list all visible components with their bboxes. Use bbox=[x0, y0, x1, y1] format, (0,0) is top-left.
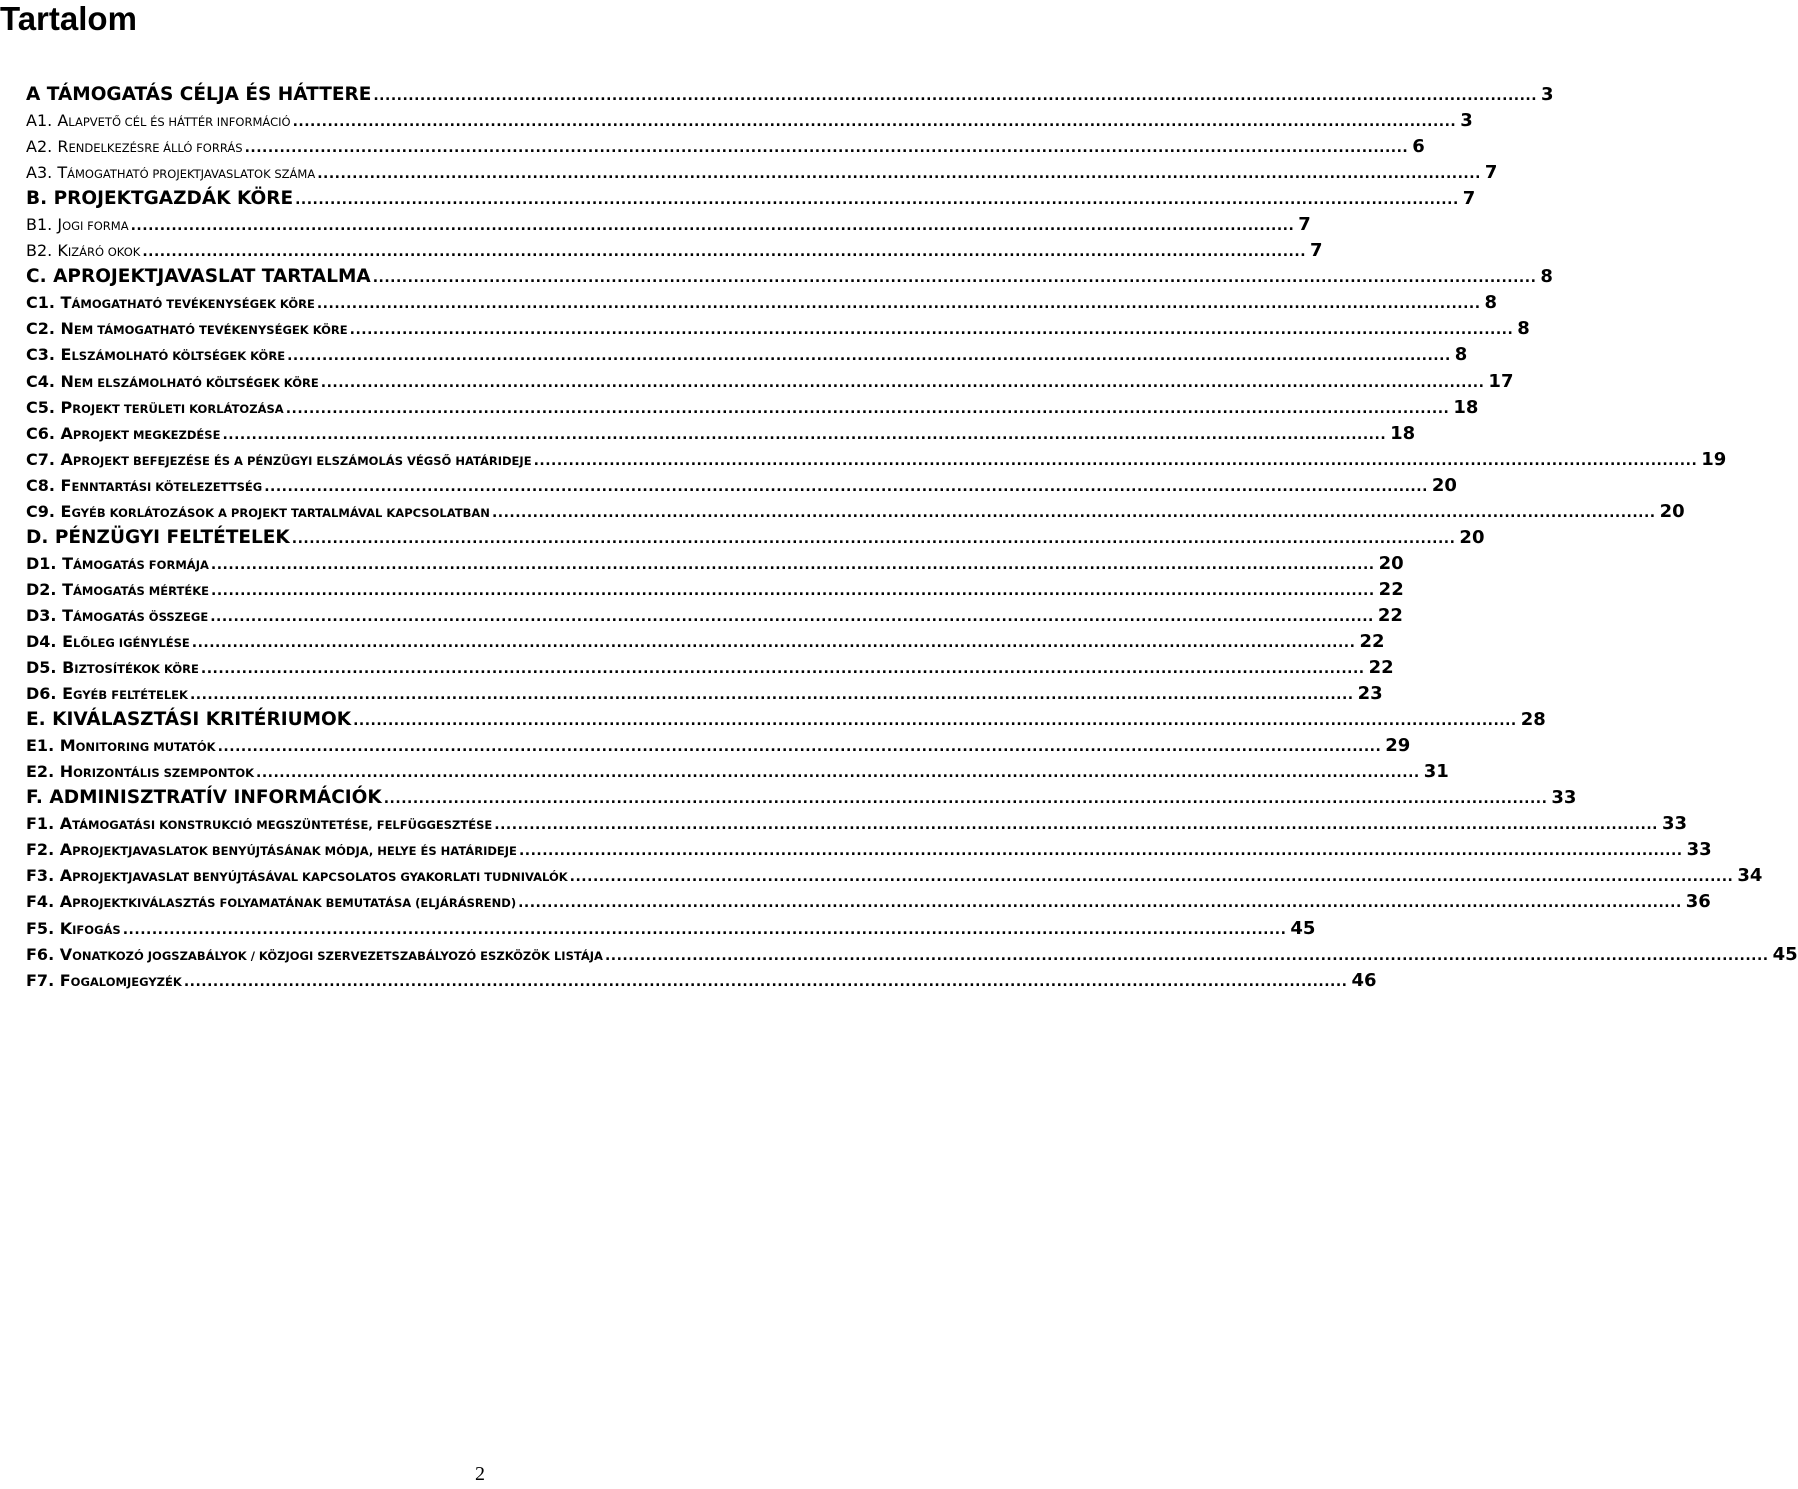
dot-leader bbox=[286, 401, 1450, 417]
page-number: 2 bbox=[475, 1463, 485, 1485]
toc-entry-number: C6. bbox=[26, 423, 55, 443]
toc-entry-text: ÁMOGATHATÓ TEVÉKENYSÉGEK KÖRE bbox=[71, 297, 315, 312]
toc-entry[interactable] bbox=[26, 891, 1711, 917]
toc-entry-label bbox=[26, 372, 319, 391]
toc-entry[interactable] bbox=[26, 214, 1311, 240]
toc-entry-label bbox=[26, 919, 121, 938]
toc-entry-initial: T bbox=[62, 553, 73, 573]
toc-entry-number: E. bbox=[26, 709, 46, 731]
toc-entry-label bbox=[26, 111, 291, 130]
toc-entry-label bbox=[26, 762, 254, 781]
toc-entry[interactable] bbox=[26, 604, 1403, 631]
toc-entry-initial: F bbox=[60, 475, 72, 495]
toc-entry-initial: A bbox=[49, 787, 64, 809]
toc-entry-page: 18 bbox=[1390, 422, 1416, 444]
toc-entry[interactable] bbox=[26, 709, 1546, 735]
toc-entry-initial: T bbox=[57, 163, 68, 183]
toc-entry-text: ÁMOGATÁS CÉLJA ÉS HÁTTERE bbox=[57, 84, 372, 105]
toc-entry-page: 3 bbox=[1460, 110, 1473, 132]
toc-entry-page: 17 bbox=[1488, 370, 1514, 392]
dot-leader bbox=[287, 348, 1451, 364]
toc-entry-initial: K bbox=[57, 241, 68, 261]
toc-entry-page: 8 bbox=[1540, 266, 1553, 288]
toc-entry-label bbox=[26, 892, 516, 911]
toc-entry-number: F2. bbox=[26, 840, 55, 860]
toc-entry[interactable] bbox=[26, 474, 1457, 501]
toc-entry-label bbox=[26, 971, 182, 990]
toc-entry-number: A bbox=[26, 84, 41, 105]
toc-entry-initial: N bbox=[60, 319, 74, 339]
toc-entry-initial: A bbox=[59, 840, 73, 860]
toc-entry-text: EM TÁMOGATHATÓ TEVÉKENYSÉGEK KÖRE bbox=[73, 323, 348, 338]
toc-entry-label bbox=[26, 787, 382, 808]
toc-entry-text: GYÉB KORLÁTOZÁSOK A PROJEKT TARTALMÁVAL KAPCSOLATBAN bbox=[71, 505, 490, 520]
dot-leader bbox=[317, 166, 1481, 182]
toc-entry-number: E2. bbox=[26, 762, 55, 782]
toc-entry-initial: T bbox=[46, 84, 58, 105]
toc-entry-text: ÁMOGATHATÓ PROJEKTJAVASLATOK SZÁMA bbox=[67, 167, 316, 182]
toc-entry-page: 3 bbox=[1541, 84, 1554, 105]
toc-entry-page: 19 bbox=[1701, 448, 1727, 470]
toc-entry-text: ENNTARTÁSI KÖTELEZETTSÉG bbox=[71, 479, 263, 494]
dot-leader bbox=[184, 974, 1348, 990]
toc-entry-number: A2. bbox=[26, 137, 53, 157]
dot-leader bbox=[123, 922, 1287, 938]
toc-entry-initial: A bbox=[59, 866, 73, 886]
toc-entry-label bbox=[26, 137, 243, 156]
dot-leader bbox=[256, 765, 1420, 781]
toc-entry-text: ÁMOGATÁS FORMÁJA bbox=[73, 557, 209, 572]
toc-entry-number: D5. bbox=[26, 658, 57, 678]
toc-entry-page: 22 bbox=[1368, 657, 1394, 679]
toc-entry-text: PROJEKTKIVÁLASZTÁS FOLYAMATÁNAK BEMUTATÁSA (ELJÁRÁSREND) bbox=[72, 896, 517, 911]
toc-entry[interactable] bbox=[26, 813, 1688, 839]
toc-entry-text: ENDELKEZÉSRE ÁLLÓ FORRÁS bbox=[68, 141, 243, 156]
toc-entry-text: DMINISZTRATÍV INFORMÁCIÓK bbox=[63, 787, 382, 809]
dot-leader bbox=[201, 661, 1365, 677]
toc-entry-number: A3. bbox=[26, 163, 53, 183]
toc-entry[interactable] bbox=[26, 318, 1530, 344]
toc-entry[interactable] bbox=[26, 683, 1383, 709]
toc-entry-initial: V bbox=[59, 944, 73, 964]
toc-entry-text: LŐLEG IGÉNYLÉSE bbox=[73, 635, 190, 650]
toc-entry-page: 33 bbox=[1551, 787, 1577, 809]
toc-entry-number: C5. bbox=[26, 397, 55, 417]
toc-entry-number: D6. bbox=[26, 684, 57, 704]
toc-entry-number: D1. bbox=[26, 553, 57, 573]
toc-entry-label bbox=[26, 84, 371, 105]
toc-entry-text: PROJEKT BEFEJEZÉSE ÉS A PÉNZÜGYI ELSZÁMOLÁS VÉGSŐ HATÁRIDEJE bbox=[72, 453, 532, 468]
dot-leader bbox=[492, 505, 1656, 521]
toc-entry-number: E1. bbox=[26, 736, 55, 756]
toc-entry-page: 7 bbox=[1484, 162, 1498, 184]
toc-entry-initial: A bbox=[53, 266, 68, 288]
dot-leader bbox=[384, 791, 1548, 807]
toc-entry-label bbox=[26, 658, 199, 677]
toc-entry-number: B. bbox=[26, 188, 48, 210]
dot-leader bbox=[142, 244, 1306, 260]
toc-entry-page: 45 bbox=[1290, 917, 1316, 939]
toc-entry[interactable] bbox=[26, 422, 1416, 449]
toc-entry-initial: E bbox=[62, 684, 74, 704]
toc-entry-number: C1. bbox=[26, 293, 55, 313]
toc-entry-page: 6 bbox=[1412, 136, 1425, 158]
toc-entry-text: ÁMOGATÁS ÖSSZEGE bbox=[73, 609, 209, 624]
dot-leader bbox=[218, 739, 1382, 755]
toc-entry-number: C2. bbox=[26, 319, 55, 339]
toc-entry-page: 45 bbox=[1772, 943, 1798, 965]
toc-entry-initial: K bbox=[52, 709, 67, 731]
toc-entry-initial: T bbox=[62, 579, 73, 599]
dot-leader bbox=[373, 270, 1537, 286]
toc-entry-text: ONITORING MUTATÓK bbox=[75, 740, 216, 755]
toc-entry-text: PROJEKT MEGKEZDÉSE bbox=[72, 427, 221, 442]
dot-leader bbox=[190, 687, 1354, 703]
toc-entry-text: ROJEKT TERÜLETI KORLÁTOZÁSA bbox=[72, 401, 284, 416]
dot-leader bbox=[321, 375, 1485, 391]
toc-entry[interactable] bbox=[26, 396, 1479, 423]
toc-entry-initial: E bbox=[60, 501, 72, 521]
toc-entry[interactable] bbox=[26, 240, 1323, 266]
toc-entry-label bbox=[26, 580, 209, 599]
toc-entry-text: IFOGÁS bbox=[72, 922, 121, 937]
toc-entry-label bbox=[26, 945, 603, 964]
dot-leader bbox=[293, 114, 1457, 130]
toc-entry-initial: K bbox=[59, 918, 73, 938]
toc-entry-label bbox=[26, 188, 293, 209]
dot-leader bbox=[264, 479, 1428, 495]
page-title: Tartalom bbox=[0, 0, 137, 37]
toc-entry[interactable] bbox=[26, 136, 1425, 162]
dot-leader bbox=[192, 635, 1356, 651]
toc-entry-number: B2. bbox=[26, 241, 53, 261]
toc-entry-page: 22 bbox=[1377, 604, 1403, 626]
toc-entry-page: 7 bbox=[1298, 214, 1311, 236]
toc-entry-initial: A bbox=[60, 423, 73, 443]
toc-entry-initial: A bbox=[60, 449, 73, 469]
toc-entry-number: F7. bbox=[26, 970, 55, 990]
toc-entry-text: OGI FORMA bbox=[62, 219, 129, 234]
toc-entry-page: 34 bbox=[1737, 865, 1763, 887]
toc-entry-initial: H bbox=[59, 762, 74, 782]
toc-entry-label bbox=[26, 736, 216, 755]
toc-entry-initial: A bbox=[57, 111, 69, 131]
toc-entry-page: 36 bbox=[1685, 891, 1711, 913]
toc-entry[interactable] bbox=[26, 917, 1316, 944]
table-of-contents bbox=[26, 84, 1798, 996]
toc-entry-number: D3. bbox=[26, 605, 57, 625]
toc-entry-number: C9. bbox=[26, 501, 55, 521]
toc-entry[interactable] bbox=[26, 500, 1685, 527]
toc-entry-number: C3. bbox=[26, 345, 55, 365]
toc-entry-text: ORIZONTÁLIS SZEMPONTOK bbox=[73, 766, 255, 781]
toc-entry[interactable] bbox=[26, 969, 1377, 996]
toc-entry-page: 46 bbox=[1351, 969, 1377, 991]
toc-entry-page: 33 bbox=[1686, 839, 1712, 861]
dot-leader bbox=[518, 895, 1682, 911]
toc-entry-initial: A bbox=[59, 814, 73, 834]
toc-entry-page: 7 bbox=[1310, 240, 1323, 262]
toc-entry-number: A1. bbox=[26, 111, 53, 131]
dot-leader bbox=[534, 453, 1698, 469]
toc-entry[interactable] bbox=[26, 344, 1468, 370]
toc-entry-text: PROJEKTJAVASLATOK BENYÚJTÁSÁNAK MÓDJA, HELYE ÉS HATÁRIDEJE bbox=[72, 844, 517, 859]
toc-entry-page: 18 bbox=[1453, 396, 1479, 418]
toc-entry-number: D. bbox=[26, 526, 49, 548]
toc-entry-initial: B bbox=[62, 658, 75, 678]
toc-entry-text: PROJEKTJAVASLAT BENYÚJTÁSÁVAL KAPCSOLATOS GYAKORLATI TUDNIVALÓK bbox=[72, 870, 568, 885]
toc-entry-page: 28 bbox=[1520, 709, 1546, 731]
toc-entry-text: LSZÁMOLHATÓ KÖLTSÉGEK KÖRE bbox=[71, 349, 286, 364]
toc-entry-number: F6. bbox=[26, 944, 55, 964]
toc-entry-page: 7 bbox=[1462, 188, 1476, 210]
toc-entry-initial: M bbox=[59, 736, 76, 756]
toc-entry-page: 8 bbox=[1484, 292, 1498, 314]
toc-entry-page: 8 bbox=[1454, 344, 1468, 366]
toc-entry-label bbox=[26, 345, 285, 364]
toc-entry[interactable] bbox=[26, 84, 1554, 110]
toc-entry-number: F1. bbox=[26, 814, 55, 834]
dot-leader bbox=[131, 218, 1295, 234]
toc-entry[interactable] bbox=[26, 578, 1404, 605]
dot-leader bbox=[210, 609, 1374, 625]
toc-entry[interactable] bbox=[26, 761, 1449, 787]
toc-entry-number: F3. bbox=[26, 866, 55, 886]
toc-entry-label bbox=[26, 554, 209, 573]
toc-entry[interactable] bbox=[26, 292, 1498, 318]
toc-entry-label bbox=[26, 450, 532, 469]
toc-entry-label bbox=[26, 866, 568, 885]
toc-entry-page: 22 bbox=[1378, 578, 1404, 600]
toc-entry-initial: T bbox=[60, 293, 72, 313]
dot-leader bbox=[570, 869, 1734, 885]
toc-entry-label bbox=[26, 814, 492, 833]
toc-entry-text: GYÉB FELTÉTELEK bbox=[73, 688, 188, 703]
toc-entry[interactable] bbox=[26, 188, 1476, 214]
toc-entry-number: C8. bbox=[26, 475, 55, 495]
toc-entry-page: 22 bbox=[1359, 630, 1385, 652]
dot-leader bbox=[350, 322, 1514, 338]
toc-entry-label bbox=[26, 632, 190, 651]
dot-leader bbox=[605, 948, 1769, 964]
toc-entry-label bbox=[26, 840, 517, 859]
toc-entry-number: D2. bbox=[26, 579, 57, 599]
toc-entry-text: IZTOSÍTÉKOK KÖRE bbox=[74, 662, 199, 677]
toc-entry-number: C4. bbox=[26, 371, 55, 391]
toc-entry[interactable] bbox=[26, 552, 1404, 579]
toc-entry-label bbox=[26, 502, 490, 521]
toc-entry-label bbox=[26, 684, 188, 703]
dot-leader bbox=[211, 557, 1375, 573]
toc-entry-initial: E bbox=[62, 631, 74, 651]
toc-entry-label bbox=[26, 163, 315, 182]
toc-entry-label bbox=[26, 319, 348, 338]
toc-entry-label bbox=[26, 266, 371, 287]
dot-leader bbox=[373, 88, 1537, 104]
toc-entry-label bbox=[26, 215, 129, 234]
toc-entry-page: 8 bbox=[1517, 318, 1530, 340]
toc-entry-label bbox=[26, 476, 262, 495]
toc-entry-label bbox=[26, 398, 284, 417]
toc-entry[interactable] bbox=[26, 630, 1385, 657]
dot-leader bbox=[519, 843, 1683, 859]
toc-entry[interactable] bbox=[26, 266, 1553, 292]
toc-entry-text: ÁMOGATÁS MÉRTÉKE bbox=[73, 583, 209, 598]
toc-entry-initial: R bbox=[57, 137, 69, 157]
toc-entry-label bbox=[26, 709, 351, 730]
toc-entry-text: IZÁRÓ OKOK bbox=[67, 245, 141, 260]
dot-leader bbox=[211, 583, 1375, 599]
toc-entry-initial: P bbox=[54, 526, 69, 548]
toc-entry-label bbox=[26, 606, 208, 625]
toc-entry-text: OGALOMJEGYZÉK bbox=[70, 974, 182, 989]
toc-entry-initial: F bbox=[59, 970, 71, 990]
dot-leader bbox=[292, 531, 1456, 547]
dot-leader bbox=[494, 817, 1658, 833]
toc-entry-text: TÁMOGATÁSI KONSTRUKCIÓ MEGSZÜNTETÉSE, FELFÜGGESZTÉSE bbox=[72, 818, 493, 833]
dot-leader bbox=[222, 427, 1386, 443]
toc-entry-initial: P bbox=[53, 188, 68, 210]
toc-entry-number: C7. bbox=[26, 449, 55, 469]
toc-entry[interactable] bbox=[26, 839, 1712, 865]
toc-entry-page: 20 bbox=[1431, 474, 1457, 496]
toc-entry-number: F5. bbox=[26, 918, 55, 938]
toc-entry-initial: A bbox=[59, 892, 73, 912]
toc-entry-label bbox=[26, 241, 140, 260]
toc-entry-text: PROJEKTJAVASLAT TARTALMA bbox=[67, 266, 371, 288]
toc-entry[interactable] bbox=[26, 865, 1763, 891]
dot-leader bbox=[317, 296, 1481, 312]
dot-leader bbox=[245, 140, 1409, 156]
toc-entry[interactable] bbox=[26, 162, 1498, 188]
toc-entry-initial: T bbox=[62, 605, 73, 625]
toc-entry-number: F. bbox=[26, 787, 43, 809]
toc-entry-initial: E bbox=[60, 345, 72, 365]
toc-entry-label bbox=[26, 293, 315, 312]
toc-entry-page: 23 bbox=[1357, 683, 1383, 705]
toc-entry-text: ONATKOZÓ JOGSZABÁLYOK / KÖZJOGI SZERVEZETSZABÁLYOZÓ ESZKÖZÖK LISTÁJA bbox=[72, 948, 603, 963]
toc-entry-initial: P bbox=[60, 397, 73, 417]
toc-entry-text: ROJEKTGAZDÁK KÖRE bbox=[67, 188, 294, 210]
toc-entry-text: LAPVETŐ CÉL ÉS HÁTTÉR INFORMÁCIÓ bbox=[68, 115, 291, 130]
toc-entry-page: 33 bbox=[1661, 813, 1688, 835]
toc-entry-number: C. bbox=[26, 266, 47, 288]
toc-entry[interactable] bbox=[26, 526, 1485, 553]
toc-entry-number: B1. bbox=[26, 215, 53, 235]
dot-leader bbox=[295, 192, 1459, 208]
toc-entry-text: IVÁLASZTÁSI KRITÉRIUMOK bbox=[66, 709, 352, 731]
toc-entry[interactable] bbox=[26, 787, 1577, 813]
toc-entry-label bbox=[26, 424, 220, 443]
toc-entry-number: D4. bbox=[26, 631, 57, 651]
dot-leader bbox=[353, 713, 1517, 729]
toc-entry-initial: N bbox=[60, 371, 74, 391]
toc-entry[interactable] bbox=[26, 735, 1411, 761]
toc-entry-text: ÉNZÜGYI FELTÉTELEK bbox=[68, 526, 290, 548]
toc-entry-page: 20 bbox=[1459, 526, 1485, 548]
toc-entry-page: 20 bbox=[1378, 552, 1404, 574]
toc-entry-text: EM ELSZÁMOLHATÓ KÖLTSÉGEK KÖRE bbox=[73, 375, 319, 390]
toc-entry[interactable] bbox=[26, 448, 1727, 475]
toc-entry-initial: J bbox=[57, 215, 63, 235]
toc-entry-page: 31 bbox=[1423, 761, 1449, 783]
toc-entry[interactable] bbox=[26, 370, 1514, 397]
toc-entry[interactable] bbox=[26, 657, 1394, 683]
toc-entry-number: F4. bbox=[26, 892, 55, 912]
toc-entry-page: 20 bbox=[1659, 500, 1685, 522]
toc-entry-label bbox=[26, 527, 290, 548]
toc-entry[interactable] bbox=[26, 943, 1798, 970]
toc-entry-page: 29 bbox=[1385, 735, 1411, 757]
toc-entry[interactable] bbox=[26, 110, 1473, 136]
